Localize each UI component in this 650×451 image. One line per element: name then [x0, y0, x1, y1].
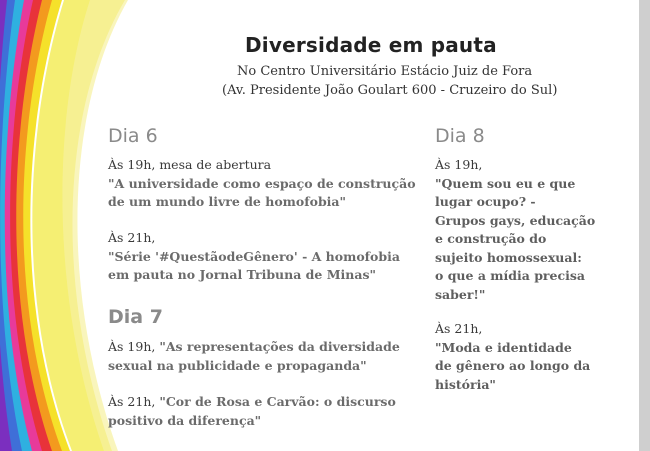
day7-event1-title-line2: sexual na publicidade e propaganda" [108, 357, 367, 373]
day6-event1-time: Às 19h, mesa de abertura [108, 157, 272, 172]
day7-schedule [108, 337, 400, 375]
venue-name: No Centro Universitário Estácio Juiz de Fora [237, 64, 533, 79]
day8-event1-time: Às 19h, [435, 157, 483, 172]
day6-event2-title-line1: "Série '#QuestãodeGênero' - A homofobia [108, 248, 400, 264]
day7-event1-time: Às 19h, [108, 339, 160, 354]
day7-event2-title-line1: "Cor de Rosa e Carvão: o discurso [159, 394, 396, 409]
page-title: Diversidade em pauta [245, 33, 497, 57]
day7-event1-title-line1: "As representações da diversidade [159, 339, 400, 354]
day8-event1-title-line: o que a mídia precisa [435, 268, 585, 283]
day8-schedule [435, 156, 595, 304]
day8-event1-title-line: Grupos gays, educação [435, 212, 596, 228]
day8-event1-title-line: saber!" [435, 286, 486, 302]
day8-event2-time: Às 21h, [435, 321, 483, 336]
day8-event2-title-line: história" [435, 376, 496, 392]
day8-event1-title-line: e construção do [435, 231, 547, 246]
day6-heading: Dia 6 [108, 125, 158, 147]
day6-event2-time: Às 21h, [108, 230, 156, 245]
day7-heading: Dia 7 [108, 306, 163, 328]
right-edge-strip [639, 0, 650, 451]
day8-event1-title-line: lugar ocupo? - [435, 194, 536, 209]
day8-heading: Dia 8 [435, 125, 485, 147]
day7-event2-time: Às 21h, [108, 394, 160, 409]
day8-event1-title-line: "Quem sou eu e que [435, 175, 576, 191]
day8-event2-title-line: de gênero ao longo da [435, 358, 591, 373]
venue-address: (Av. Presidente João Goulart 600 - Cruzeiro do Sul) [222, 83, 558, 98]
day8-schedule-2 [435, 320, 590, 394]
day6-event1-title-line1: "A universidade como espaço de construção [108, 175, 416, 191]
day6-schedule-2 [108, 229, 400, 285]
day7-schedule-2 [108, 392, 396, 430]
day6-event1-title-line2: de um mundo livre de homofobia" [108, 194, 347, 209]
day8-event2-title-line: "Moda e identidade [435, 339, 572, 355]
day6-schedule [108, 156, 416, 212]
day7-event2-title-line2: positivo da diferença" [108, 412, 262, 428]
day6-event2-title-line2: em pauta no Jornal Tribuna de Minas" [108, 267, 377, 282]
day8-event1-title-line: sujeito homossexual: [435, 249, 582, 265]
